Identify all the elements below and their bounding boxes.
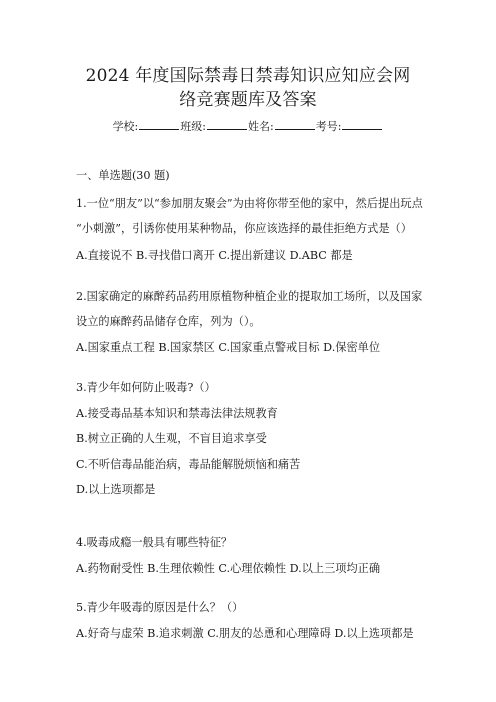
question-3-stem: 3.青少年如何防止吸毒?（）: [76, 381, 216, 394]
section-heading: 一、单选题(30 题): [76, 169, 170, 182]
document-title-line-2: 络竞赛题库及答案: [179, 90, 317, 110]
question-3-option-d: D.以上选项都是: [76, 483, 156, 496]
question-4-options: A.药物耐受性 B.生理依赖性 C.心理依赖性 D.以上三项均正确: [76, 562, 381, 575]
question-1-stem-line-2: “小刺激”，引诱你使用某种物品，你应该选择的最佳拒绝方式是（）: [76, 222, 412, 235]
student-info-line: [0, 119, 496, 134]
question-1-options: A.直接说不 B.寻找借口离开 C.提出新建议 D.ABC 都是: [76, 249, 353, 262]
exam-no-label: 考号:: [315, 120, 342, 133]
question-3-option-b: B.树立正确的人生观，不盲目追求享受: [76, 432, 267, 445]
school-label: 学校:: [112, 120, 139, 133]
name-label: 姓名:: [248, 120, 274, 133]
school-blank[interactable]: [139, 119, 179, 130]
question-5-options: A.好奇与虚荣 B.追求刺激 C.朋友的怂恿和心理障碍 D.以上选项都是: [76, 627, 414, 640]
question-2-stem-line-2: 设立的麻醉药品储存仓库，列为（）。: [76, 315, 261, 328]
document-title-line-1: 2024 年度国际禁毒日禁毒知识应知应会网: [85, 66, 411, 86]
question-2-options: A.国家重点工程 B.国家禁区 C.国家重点警戒目标 D.保密单位: [76, 341, 381, 354]
class-blank[interactable]: [207, 119, 247, 130]
question-1-stem-line-1: 1.一位“朋友”以“参加朋友聚会”为由将你带至他的家中，然后提出玩点: [76, 197, 423, 210]
question-5-stem: 5.青少年吸毒的原因是什么？（）: [76, 601, 244, 614]
name-blank[interactable]: [275, 119, 315, 130]
exam-no-blank[interactable]: [342, 119, 382, 130]
class-label: 班级:: [180, 120, 206, 133]
question-3-option-a: A.接受毒品基本知识和禁毒法律法规教育: [76, 407, 278, 420]
question-2-stem-line-1: 2.国家确定的麻醉药品药用原植物种植企业的提取加工场所，以及国家: [76, 290, 423, 303]
question-3-option-c: C.不听信毒品能治病，毒品能解脱烦恼和痛苦: [76, 458, 301, 471]
question-4-stem: 4.吸毒成瘾一般具有哪些特征？: [76, 536, 233, 549]
